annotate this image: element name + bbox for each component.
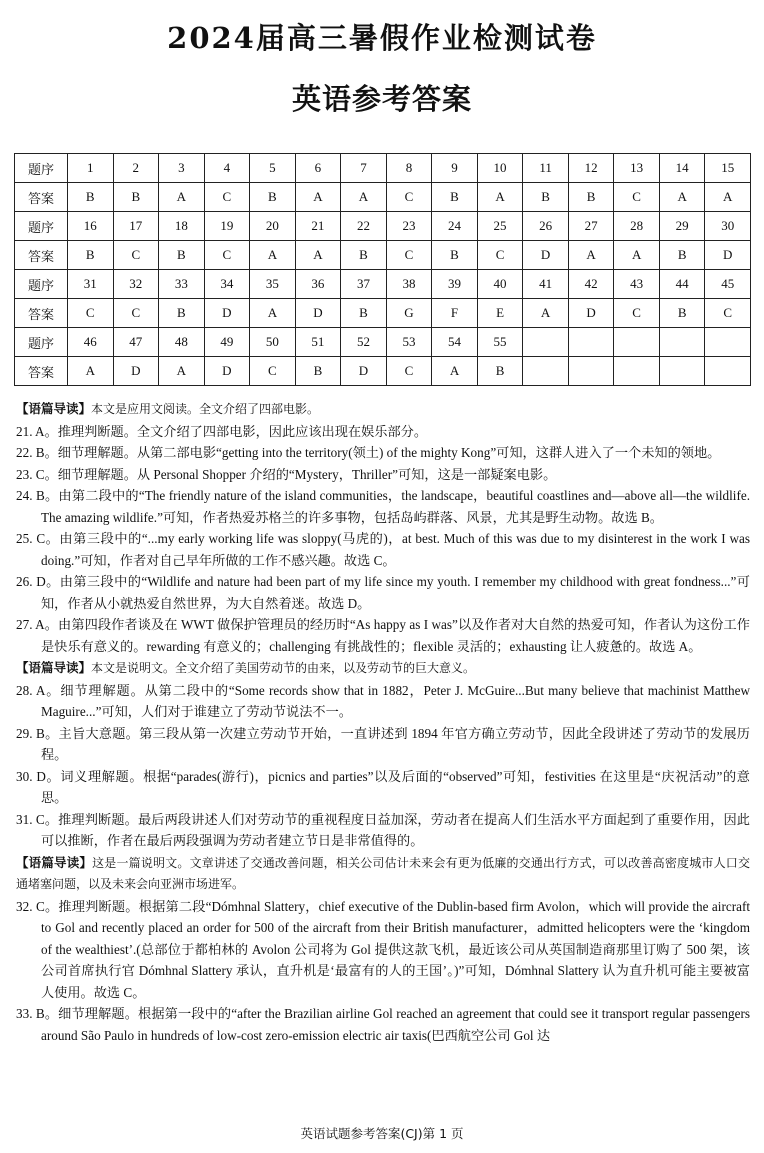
answer-cell: 15 — [705, 154, 751, 183]
answer-cell: 3 — [159, 154, 205, 183]
answer-cell: A — [523, 299, 569, 328]
answer-cell: C — [386, 183, 432, 212]
answer-cell: A — [341, 183, 387, 212]
answer-cell: 50 — [250, 328, 296, 357]
answer-cell: 14 — [659, 154, 705, 183]
answer-cell — [568, 328, 614, 357]
answer-table-row — [15, 241, 751, 270]
answer-cell: 47 — [113, 328, 159, 357]
answer-cell: B — [477, 357, 523, 386]
answer-cell: 37 — [341, 270, 387, 299]
answer-cell — [523, 357, 569, 386]
answer-table-row — [15, 154, 751, 183]
answer-cell: 6 — [295, 154, 341, 183]
answer-cell: 46 — [68, 328, 114, 357]
row-label: 题序 — [15, 328, 68, 357]
passage-guide-text: 本文是应用文阅读。全文介绍了四部电影。 — [91, 402, 320, 416]
answer-cell: 22 — [341, 212, 387, 241]
answer-cell: C — [204, 241, 250, 270]
answer-explanation: 21. A。推理判断题。全文介绍了四部电影，因此应该出现在娱乐部分。 — [16, 423, 428, 439]
answer-table-row — [15, 212, 751, 241]
answer-cell: A — [614, 241, 660, 270]
answer-cell: D — [295, 299, 341, 328]
answer-cell: 31 — [68, 270, 114, 299]
answer-cell: B — [68, 183, 114, 212]
answer-cell: 30 — [705, 212, 751, 241]
answer-cell: D — [204, 299, 250, 328]
row-label: 题序 — [15, 270, 68, 299]
answer-cell: 17 — [113, 212, 159, 241]
answer-cell — [705, 357, 751, 386]
answer-cell: 44 — [659, 270, 705, 299]
answer-cell: 8 — [386, 154, 432, 183]
answer-explanation: 26. D。由第三段中的“Wildlife and nature had been part of my life since my youth. I remember my childhood with great fondness...”可知，作者从小就热爱自然世界，为大自然着迷。故选 D。 — [16, 574, 750, 611]
answer-cell: C — [386, 241, 432, 270]
passage-guide — [16, 398, 750, 421]
answer-cell: 51 — [295, 328, 341, 357]
answer-cell: C — [250, 357, 296, 386]
answer-explanation: 31. C。推理判断题。最后两段讲述人们对劳动节的重视程度日益加深，劳动者在提高人们生活水平方面起到了重要作用，因此可以推断，作者在最后两段强调为劳动者建立节日是非常值得的。 — [16, 811, 750, 848]
answer-cell: B — [159, 299, 205, 328]
answer-cell: 24 — [432, 212, 478, 241]
row-label: 答案 — [15, 183, 68, 212]
answer-cell: 36 — [295, 270, 341, 299]
answer-cell: D — [523, 241, 569, 270]
answer-cell: 10 — [477, 154, 523, 183]
answer-cell: 34 — [204, 270, 250, 299]
answer-table-row — [15, 183, 751, 212]
answer-cell: 4 — [204, 154, 250, 183]
answer-cell: 43 — [614, 270, 660, 299]
page-title: 2024届高三暑假作业检测试卷 — [167, 21, 597, 55]
answer-explanation: 24. B。由第二段中的“The friendly nature of the island communities，the landscape，beautiful coastlines and—above all—the wildlife. The amazing wildlife.”可知，作者热爱苏格兰的许多事物，包括岛屿群落、风景，尤其是野生动物。故选 B。 — [16, 488, 750, 525]
passage-guide — [16, 657, 750, 680]
row-label: 题序 — [15, 212, 68, 241]
answer-cell: 13 — [614, 154, 660, 183]
answer-cell: D — [568, 299, 614, 328]
answer-cell: 48 — [159, 328, 205, 357]
answer-cell: 26 — [523, 212, 569, 241]
passage-guide-text: 这是一篇说明文。文章讲述了交通改善问题，相关公司估计未来会有更为低廉的交通出行方式，可以改善高密度城市人口交通堵塞问题，以及未来会向亚洲市场进军。 — [16, 855, 750, 891]
answer-table-row — [15, 270, 751, 299]
answer-cell: A — [159, 183, 205, 212]
answer-cell: 39 — [432, 270, 478, 299]
answer-cell: A — [250, 241, 296, 270]
answer-explanation: 29. B。主旨大意题。第三段从第一次建立劳动节开始，一直讲述到 1894 年官方确立劳动节，因此全段讲述了劳动节的发展历程。 — [16, 725, 750, 762]
answer-cell: A — [568, 241, 614, 270]
answer-cell: C — [113, 299, 159, 328]
answer-cell: F — [432, 299, 478, 328]
answer-explanation: 23. C。细节理解题。从 Personal Shopper 介绍的“Mystery，Thriller”可知，这是一部疑案电影。 — [16, 466, 557, 482]
answer-cell: 27 — [568, 212, 614, 241]
answer-cell: 45 — [705, 270, 751, 299]
answer-cell: 1 — [68, 154, 114, 183]
row-label: 答案 — [15, 241, 68, 270]
answer-cell — [614, 357, 660, 386]
answer-explanation: 30. D。词义理解题。根据“parades(游行)，picnics and parties”以及后面的“observed”可知，festivities 在这里是“庆祝活动”的意思。 — [16, 768, 750, 805]
answer-cell: 9 — [432, 154, 478, 183]
row-label: 答案 — [15, 299, 68, 328]
answer-cell: 53 — [386, 328, 432, 357]
answer-cell: B — [432, 183, 478, 212]
answer-cell: B — [659, 241, 705, 270]
answer-cell: 54 — [432, 328, 478, 357]
answer-cell: B — [659, 299, 705, 328]
answer-cell: 11 — [523, 154, 569, 183]
answer-cell: 33 — [159, 270, 205, 299]
answer-cell: B — [341, 299, 387, 328]
answer-cell — [523, 328, 569, 357]
answer-cell: 7 — [341, 154, 387, 183]
answer-cell: A — [659, 183, 705, 212]
answer-cell: A — [705, 183, 751, 212]
answer-cell: B — [250, 183, 296, 212]
answer-table-row — [15, 357, 751, 386]
answer-table-body — [15, 154, 751, 386]
passage-guide-tag: 【语篇导读】 — [16, 854, 93, 870]
answer-cell: 32 — [113, 270, 159, 299]
answer-cell — [659, 328, 705, 357]
passage-guide — [16, 852, 750, 896]
answer-cell: 18 — [159, 212, 205, 241]
answer-explanation: 33. B。细节理解题。根据第一段中的“after the Brazilian airline Gol reached an agreement that could see it transport regular passengers around São Paulo in hundreds of low-cost zero-emission electric air taxis(巴西航空公司 Gol 达 — [16, 1006, 750, 1043]
answer-cell: C — [477, 241, 523, 270]
answer-cell: A — [250, 299, 296, 328]
answer-cell — [614, 328, 660, 357]
answer-cell: 40 — [477, 270, 523, 299]
passage-guide-text: 本文是说明文。全文介绍了美国劳动节的由来，以及劳动节的巨大意义。 — [91, 661, 476, 675]
answer-cell: 12 — [568, 154, 614, 183]
answer-cell: A — [477, 183, 523, 212]
row-label: 答案 — [15, 357, 68, 386]
answer-explanation: 32. C。推理判断题。根据第二段“Dómhnal Slattery，chief executive of the Dublin-based firm Avolon，which will provide the aircraft to Gol and recently placed an order for 500 of the aircraft from their British manufacturer，admitted helicopters were the ‘kingdom of the wealthiest’.(总部位于都柏林的 Avolon 公司将为 Gol 提供这款飞机，最近该公司从英国制造商那里订购了 500 架，该公司首席执行官 Dómhnal Slattery 承认，直升机是‘最富有的人的王国’。)”可知，Dómhnal Slattery 认为直升机可能主要被富人使用。故选 C。 — [16, 898, 750, 1000]
answer-cell: 5 — [250, 154, 296, 183]
answer-explanation: 22. B。细节理解题。从第二部电影“getting into the territory(领土) of the mighty Kong”可知，这群人进入了一个未知的领地。 — [16, 445, 721, 460]
answer-cell: B — [113, 183, 159, 212]
answer-cell: B — [159, 241, 205, 270]
answer-cell: A — [295, 183, 341, 212]
answer-cell: A — [159, 357, 205, 386]
answer-cell: C — [614, 183, 660, 212]
answer-cell: C — [204, 183, 250, 212]
answer-cell: 20 — [250, 212, 296, 241]
answer-cell — [705, 328, 751, 357]
answer-cell: D — [113, 357, 159, 386]
page-footer: 英语试题参考答案(CJ)第 1 页 — [300, 1126, 464, 1141]
passage-guide-tag: 【语篇导读】 — [16, 660, 92, 675]
answer-cell: B — [432, 241, 478, 270]
answer-cell: 49 — [204, 328, 250, 357]
answer-cell: 29 — [659, 212, 705, 241]
answer-explanation: 25. C。由第三段中的“...my early working life was sloppy(马虎的)，at best. Much of this was due to my disinterest in the work I was doing.”可知，作者对自己早年所做的工作不感兴趣。故选 C。 — [16, 531, 750, 568]
answer-cell: 35 — [250, 270, 296, 299]
answer-cell: 55 — [477, 328, 523, 357]
answer-cell — [568, 357, 614, 386]
answer-cell: E — [477, 299, 523, 328]
answer-cell: 25 — [477, 212, 523, 241]
answer-cell: 42 — [568, 270, 614, 299]
answer-cell: C — [614, 299, 660, 328]
answer-cell: 16 — [68, 212, 114, 241]
answer-cell: 19 — [204, 212, 250, 241]
answer-cell: D — [341, 357, 387, 386]
answer-table-row — [15, 299, 751, 328]
answer-explanation: 27. A。由第四段作者谈及在 WWT 做保护管理员的经历时“As happy as I was”以及作者对大自然的热爱可知，作者认为这份工作是快乐有意义的。rewarding 有意义的；challenging 有挑战性的；flexible 灵活的；exhausting 让人疲惫的。故选 A。 — [16, 617, 750, 654]
answer-cell: B — [295, 357, 341, 386]
answer-cell: C — [386, 357, 432, 386]
answer-cell: 23 — [386, 212, 432, 241]
answer-table — [14, 153, 751, 386]
explanations — [16, 398, 750, 1046]
answer-cell: 41 — [523, 270, 569, 299]
row-label: 题序 — [15, 154, 68, 183]
answer-cell: B — [68, 241, 114, 270]
answer-cell: G — [386, 299, 432, 328]
answer-cell: C — [113, 241, 159, 270]
page-subtitle: 英语参考答案 — [291, 82, 472, 116]
answer-cell: C — [68, 299, 114, 328]
answer-cell: 21 — [295, 212, 341, 241]
answer-cell: B — [341, 241, 387, 270]
answer-cell: D — [705, 241, 751, 270]
answer-cell: A — [432, 357, 478, 386]
answer-cell: 2 — [113, 154, 159, 183]
passage-guide-tag: 【语篇导读】 — [16, 401, 92, 416]
answer-cell: B — [568, 183, 614, 212]
answer-cell: D — [204, 357, 250, 386]
answer-cell: B — [523, 183, 569, 212]
answer-cell: A — [68, 357, 114, 386]
answer-cell — [659, 357, 705, 386]
answer-table-row — [15, 328, 751, 357]
answer-cell: C — [705, 299, 751, 328]
answer-explanation: 28. A。细节理解题。从第二段中的“Some records show that in 1882，Peter J. McGuire...But many believe that machinist Matthew Maguire...”可知，人们对于谁建立了劳动节说法不一。 — [16, 682, 750, 719]
answer-cell: 28 — [614, 212, 660, 241]
answer-cell: 52 — [341, 328, 387, 357]
answer-cell: A — [295, 241, 341, 270]
answer-cell: 38 — [386, 270, 432, 299]
